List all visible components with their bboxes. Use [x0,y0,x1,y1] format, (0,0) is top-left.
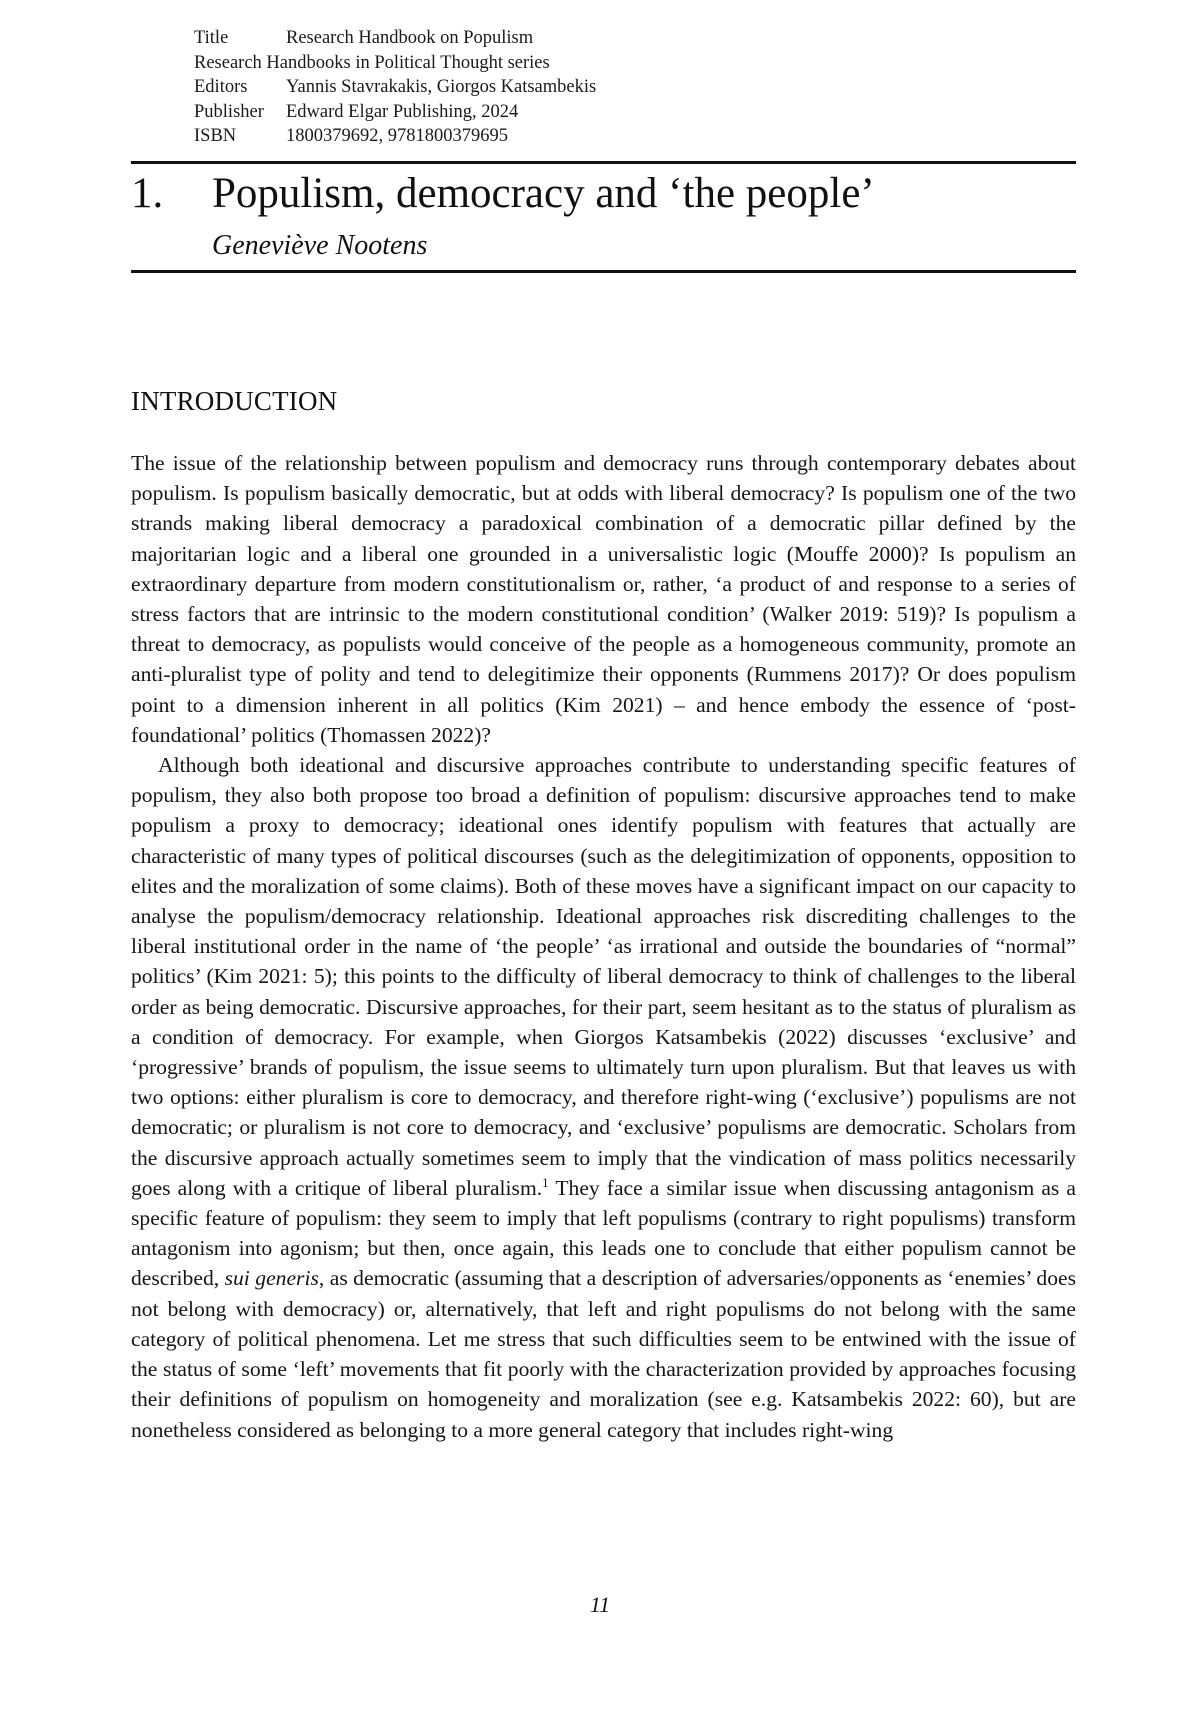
body-text [131,448,1076,1445]
metadata-title-value: Research Handbook on Populism [286,28,534,48]
paragraph-1: The issue of the relationship between populism and democracy runs through contemporary debates about populism. Is populism basically democratic, but at odds with liberal democracy? Is populism one of the two strands making liberal democracy a paradoxical combination of a democratic pillar defined by the majoritarian logic and a liberal one grounded in a universalistic logic (Mouffe 2000)? Is populism an extraordinary departure from modern constitutionalism or, rather, ‘a product of and response to a series of stress factors that are intrinsic to the modern constitutional condition’ (Walker 2019: 519)? Is populism a threat to democracy, as populists would conceive of the people as a homogeneous community, promote an anti-pluralist type of polity and tend to delegitimize their opponents (Rummens 2017)? Or does populism point to a dimension inherent in all politics (Kim 2021) – and hence embody the essence of ‘post-foundational’ politics (Thomassen 2022)? [131,451,1076,747]
metadata-editors-row [194,75,596,100]
metadata-series: Research Handbooks in Political Thought series [194,52,550,73]
paragraph-2-part-2: They face a similar issue when discussing antagonism as a specific feature of populism: they seem to imply that left populisms (contrary to right populisms) transform antagonism into agonism; but then, once again, this leads one to conclude that either populism cannot be described, [131,1175,1076,1291]
metadata-publisher-label: Publisher [194,101,264,122]
italic-phrase: sui generis [224,1266,319,1291]
paragraph-2 [131,750,1076,1445]
chapter-number: 1. [131,170,164,217]
metadata-editors-value: Yannis Stavrakakis, Giorgos Katsambekis [286,77,597,97]
metadata-isbn-row [194,124,596,149]
section-heading: INTRODUCTION [131,386,338,416]
chapter-author: Geneviève Nootens [212,230,428,261]
chapter-bottom-rule [131,270,1076,273]
metadata-publisher-value: Edward Elgar Publishing, 2024 [286,101,519,122]
page-number: 11 [589,1592,611,1617]
chapter-title: Populism, democracy and ‘the people’ [212,170,875,217]
paragraph-2-part-1: Although both ideational and discursive approaches contribute to understanding specific features of populism, they also both propose too broad a definition of populism: discursive approaches tend to make populism a proxy to democracy; ideational ones identify populism with features that actually are characteristic of many types of political discourses (such as the delegitimization of opponents, opposition to elites and the moralization of some claims). Both of these moves have a significant impact on our capacity to analyse the populism/democracy relationship. Ideational approaches risk discrediting challenges to the liberal institutional order in the name of ‘the people’ ‘as irrational and outside the boundaries of “normal” politics’ (Kim 2021: 5); this points to the difficulty of liberal democracy to think of challenges to the liberal order as being democratic. Discursive approaches, for their part, seem hesitant as to the status of pluralism as a condition of democracy. For example, when Giorgos Katsambekis (2022) discusses ‘exclusive’ and ‘progressive’ brands of populism, the issue seems to ultimately turn upon pluralism. But that leaves us with two options: either pluralism is core to democracy, and therefore right-wing (‘exclusive’) populisms are not democratic; or pluralism is not core to democracy, and ‘exclusive’ populisms are democratic. Scholars from the discursive approach actually sometimes seem to imply that the vindication of mass politics necessarily goes along with a critique of liberal pluralism. [131,753,1076,1200]
metadata-series-row [194,51,596,76]
book-metadata [194,26,596,149]
metadata-title-label: Title [194,28,229,48]
metadata-isbn-label: ISBN [194,126,237,146]
metadata-isbn-value: 1800379692, 9781800379695 [286,126,508,146]
footnote-marker[interactable]: 1 [542,1174,549,1190]
metadata-editors-label: Editors [194,77,248,97]
paragraph-2-part-3: , as democratic (assuming that a description of adversaries/opponents as ‘enemies’ does not belong with democracy) or, alternatively, that left and right populisms do not belong with the same category of political phenomena. Let me stress that such difficulties seem to be entwined with the issue of the status of some ‘left’ movements that fit poorly with the characterization provided by approaches focusing their definitions of populism on homogeneity and moralization (see e.g. Katsambekis 2022: 60), but are nonetheless considered as belonging to a more general category that includes right-wing [131,1266,1076,1442]
chapter-top-rule [131,161,1076,164]
metadata-publisher-row [194,100,596,125]
metadata-title-row [194,26,596,51]
